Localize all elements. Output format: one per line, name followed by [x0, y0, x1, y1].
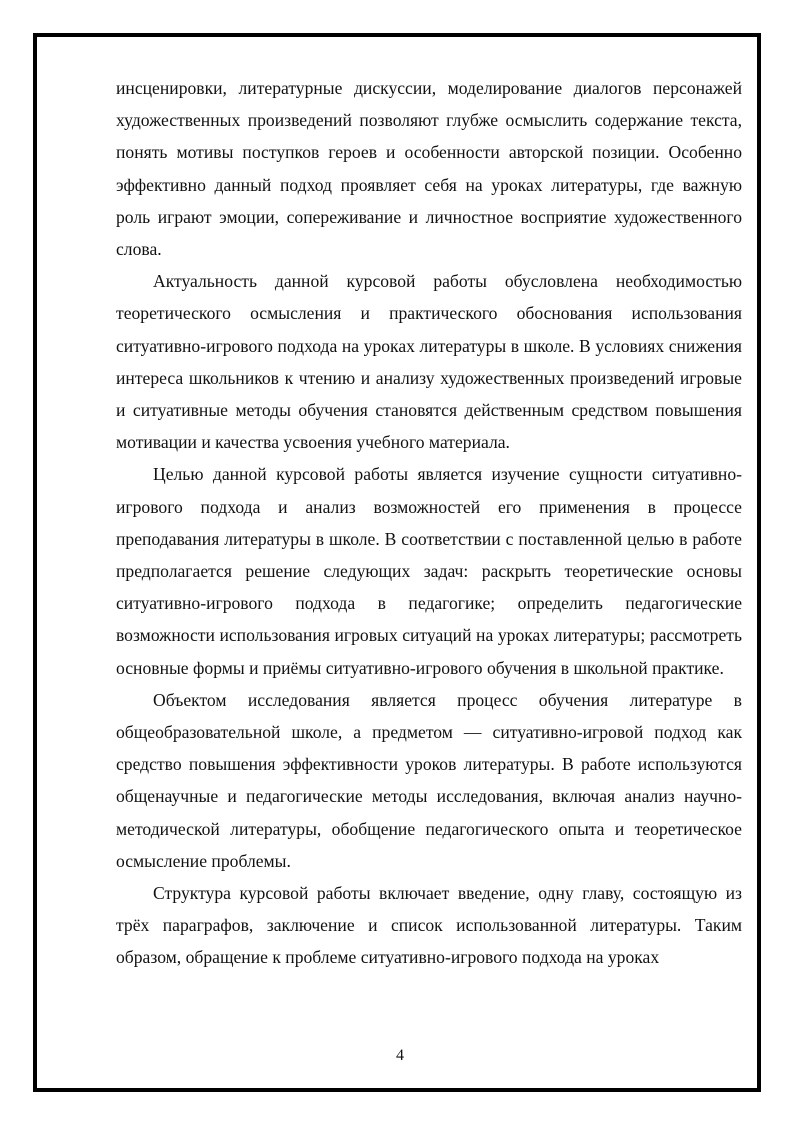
paragraph-continuation: инсценировки, литературные дискуссии, моделирование диалогов персонажей художественных произведений позволяют глубже осмыслить содержание текста, понять мотивы поступков героев и особенности авторской позиции. Особенно эффективно данный подход проявляет себя на уроках литературы, где важную роль играют эмоции, сопереживание и личностное восприятие художественного слова. — [116, 78, 742, 260]
page-number: 4 — [396, 1047, 404, 1064]
paragraph-goal: Целью данной курсовой работы является изучение сущности ситуативно-игрового подхода и анализ возможностей его применения в процессе преподавания литературы в школе. В соответствии с поставленной целью в работе предполагается решение следующих задач: раскрыть теоретические основы ситуативно-игрового подхода в педагогике; определить педагогические возможности использования игровых ситуаций на уроках литературы; рассмотреть основные формы и приёмы ситуативно-игрового обучения в школьной практике. — [116, 464, 742, 678]
paragraph-object-subject: Объектом исследования является процесс обучения литературе в общеобразовательной школе, а предметом — ситуативно-игровой подход как средство повышения эффективности уроков литературы. В работе используются общенаучные и педагогические методы исследования, включая анализ научно-методической литературы, обобщение педагогического опыта и теоретическое осмысление проблемы. — [116, 689, 742, 871]
paragraph-relevance: Актуальность данной курсовой работы обусловлена необходимостью теоретического осмысления и практического обоснования использования ситуативно-игрового подхода на уроках литературы в школе. В условиях снижения интереса школьников к чтению и анализу художественных произведений игровые и ситуативные методы обучения становятся действенным средством повышения мотивации и качества усвоения учебного материала. — [116, 271, 742, 453]
paragraph-structure: Структура курсовой работы включает введение, одну главу, состоящую из трёх параграфов, заключение и список использованной литературы. Таким образом, обращение к проблеме ситуативно-игрового подхода на уроках — [116, 883, 742, 968]
document-body — [116, 72, 742, 974]
